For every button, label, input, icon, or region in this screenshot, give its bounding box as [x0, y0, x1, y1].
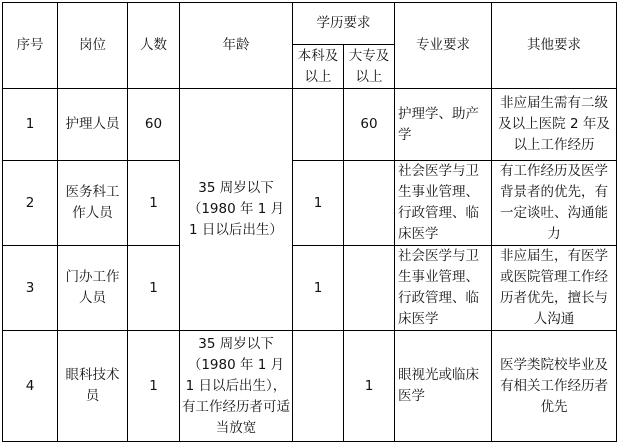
cell-other: 非应届生，有医学或医院管理工作经历者优先，擅长与人沟通	[492, 246, 617, 331]
cell-count: 1	[128, 331, 180, 442]
cell-seq: 4	[3, 331, 58, 442]
header-row	[3, 3, 617, 45]
cell-other: 非应届生需有二级及以上医院 2 年及以上工作经历	[492, 89, 617, 161]
cell-college	[344, 246, 395, 331]
table-row	[3, 89, 617, 161]
cell-major: 社会医学与卫生事业管理、行政管理、临床医学	[395, 161, 492, 246]
cell-other: 医学类院校毕业及有相关工作经历者优先	[492, 331, 617, 442]
header-age: 年龄	[180, 3, 293, 89]
cell-bachelor	[293, 331, 344, 442]
cell-age-group-1: 35 周岁以下 （1980 年 1 月 1 日以后出生）	[180, 89, 293, 331]
cell-other: 有工作经历及医学背景者的优先，有一定谈吐、沟通能力	[492, 161, 617, 246]
cell-position: 门办工作人员	[58, 246, 128, 331]
cell-age-group-2: 35 周岁以下 （1980 年 1 月 1 日以后出生），有工作经历者可适当放宽	[180, 331, 293, 442]
cell-position: 护理人员	[58, 89, 128, 161]
cell-college: 1	[344, 331, 395, 442]
cell-major: 眼视光或临床医学	[395, 331, 492, 442]
cell-count: 60	[128, 89, 180, 161]
cell-bachelor: 1	[293, 246, 344, 331]
cell-seq: 2	[3, 161, 58, 246]
header-other: 其他要求	[492, 3, 617, 89]
cell-college: 60	[344, 89, 395, 161]
cell-bachelor	[293, 89, 344, 161]
cell-seq: 3	[3, 246, 58, 331]
header-seq: 序号	[3, 3, 58, 89]
header-count: 人数	[128, 3, 180, 89]
header-education: 学历要求	[293, 3, 395, 45]
table-row	[3, 161, 617, 246]
recruitment-table	[2, 2, 617, 442]
table-row	[3, 331, 617, 442]
cell-seq: 1	[3, 89, 58, 161]
header-major: 专业要求	[395, 3, 492, 89]
cell-bachelor: 1	[293, 161, 344, 246]
header-position: 岗位	[58, 3, 128, 89]
cell-college	[344, 161, 395, 246]
header-edu-college: 大专及以上	[344, 45, 395, 89]
table-row	[3, 246, 617, 331]
cell-major: 社会医学与卫生事业管理、行政管理、临床医学	[395, 246, 492, 331]
cell-position: 眼科技术员	[58, 331, 128, 442]
header-edu-bachelor: 本科及以上	[293, 45, 344, 89]
cell-count: 1	[128, 161, 180, 246]
cell-major: 护理学、助产学	[395, 89, 492, 161]
cell-count: 1	[128, 246, 180, 331]
cell-position: 医务科工作人员	[58, 161, 128, 246]
